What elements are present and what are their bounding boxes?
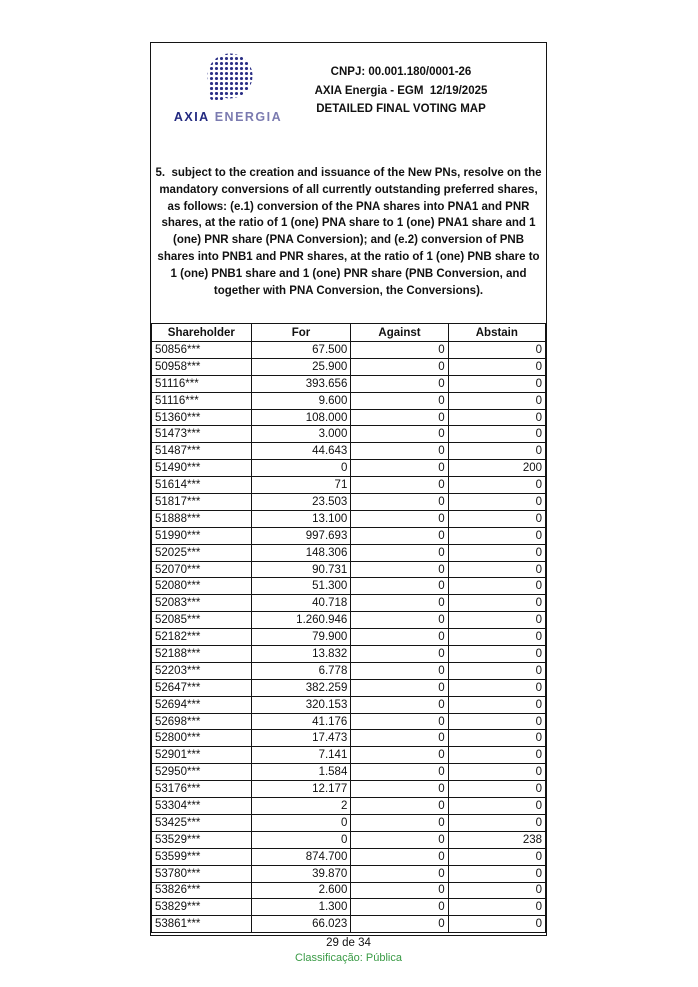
vote-cell: 51.300 bbox=[251, 578, 351, 595]
shareholder-cell: 51473*** bbox=[152, 426, 252, 443]
vote-cell: 0 bbox=[448, 882, 545, 899]
vote-cell: 393.656 bbox=[251, 375, 351, 392]
vote-cell: 0 bbox=[448, 679, 545, 696]
shareholder-cell: 52800*** bbox=[152, 730, 252, 747]
vote-cell: 0 bbox=[351, 662, 448, 679]
vote-cell: 0 bbox=[448, 561, 545, 578]
vote-cell: 1.584 bbox=[251, 764, 351, 781]
vote-cell: 0 bbox=[351, 510, 448, 527]
table-row bbox=[152, 882, 546, 899]
vote-cell: 71 bbox=[251, 477, 351, 494]
table-row bbox=[152, 409, 546, 426]
column-header: Against bbox=[351, 324, 448, 342]
vote-cell: 874.700 bbox=[251, 848, 351, 865]
vote-cell: 0 bbox=[351, 865, 448, 882]
vote-cell: 0 bbox=[351, 612, 448, 629]
vote-cell: 1.300 bbox=[251, 899, 351, 916]
table-row bbox=[152, 392, 546, 409]
vote-cell: 0 bbox=[448, 798, 545, 815]
vote-cell: 0 bbox=[351, 730, 448, 747]
vote-cell: 0 bbox=[351, 595, 448, 612]
voting-table bbox=[151, 323, 546, 933]
shareholder-cell: 51614*** bbox=[152, 477, 252, 494]
table-row bbox=[152, 764, 546, 781]
vote-cell: 0 bbox=[351, 494, 448, 511]
vote-cell: 0 bbox=[251, 460, 351, 477]
table-row bbox=[152, 342, 546, 359]
logo-word-energia: ENERGIA bbox=[214, 110, 283, 124]
vote-cell: 0 bbox=[351, 814, 448, 831]
vote-cell: 25.900 bbox=[251, 358, 351, 375]
shareholder-cell: 51990*** bbox=[152, 527, 252, 544]
table-row bbox=[152, 865, 546, 882]
table-row bbox=[152, 426, 546, 443]
table-row bbox=[152, 646, 546, 663]
classification-label: Classificação: Pública bbox=[295, 952, 402, 964]
vote-cell: 0 bbox=[448, 358, 545, 375]
vote-cell: 0 bbox=[351, 392, 448, 409]
vote-cell: 0 bbox=[351, 747, 448, 764]
shareholder-cell: 52694*** bbox=[152, 696, 252, 713]
vote-cell: 0 bbox=[351, 477, 448, 494]
table-row bbox=[152, 662, 546, 679]
shareholder-cell: 52025*** bbox=[152, 544, 252, 561]
vote-cell: 0 bbox=[448, 899, 545, 916]
vote-cell: 0 bbox=[448, 342, 545, 359]
column-header: For bbox=[251, 324, 351, 342]
vote-cell: 0 bbox=[448, 916, 545, 933]
table-row bbox=[152, 747, 546, 764]
table-row bbox=[152, 798, 546, 815]
vote-cell: 0 bbox=[448, 764, 545, 781]
table-row bbox=[152, 730, 546, 747]
shareholder-cell: 51490*** bbox=[152, 460, 252, 477]
table-row bbox=[152, 629, 546, 646]
vote-cell: 44.643 bbox=[251, 443, 351, 460]
vote-cell: 0 bbox=[448, 662, 545, 679]
table-row bbox=[152, 375, 546, 392]
vote-cell: 79.900 bbox=[251, 629, 351, 646]
page-number: 29 de 34 bbox=[326, 937, 371, 949]
vote-cell: 0 bbox=[448, 477, 545, 494]
table-row bbox=[152, 696, 546, 713]
table-row bbox=[152, 443, 546, 460]
vote-cell: 0 bbox=[351, 527, 448, 544]
vote-cell: 148.306 bbox=[251, 544, 351, 561]
document-border-box bbox=[150, 42, 547, 936]
column-header: Shareholder bbox=[152, 324, 252, 342]
shareholder-cell: 52083*** bbox=[152, 595, 252, 612]
vote-cell: 0 bbox=[448, 848, 545, 865]
vote-cell: 6.778 bbox=[251, 662, 351, 679]
vote-cell: 0 bbox=[448, 595, 545, 612]
table-row bbox=[152, 781, 546, 798]
shareholder-cell: 52070*** bbox=[152, 561, 252, 578]
shareholder-cell: 51116*** bbox=[152, 392, 252, 409]
logo-word-axia: AXIA bbox=[173, 110, 210, 124]
voting-table-body bbox=[152, 342, 546, 933]
table-row bbox=[152, 814, 546, 831]
vote-cell: 0 bbox=[448, 781, 545, 798]
shareholder-cell: 51817*** bbox=[152, 494, 252, 511]
vote-cell: 13.832 bbox=[251, 646, 351, 663]
vote-cell: 0 bbox=[448, 527, 545, 544]
vote-cell: 0 bbox=[351, 899, 448, 916]
vote-cell: 0 bbox=[351, 713, 448, 730]
vote-cell: 40.718 bbox=[251, 595, 351, 612]
vote-cell: 41.176 bbox=[251, 713, 351, 730]
resolution-paragraph: 5. subject to the creation and issuance of the New PNs, resolve on the mandatory conversions of all currently outstanding preferred shares, as follows: (e.1) conversion of the PNA shares into PNA1 and PNR shares, at the ratio of 1 (one) PNA share to 1 (one) PNA1 share and 1 (one) PNR share (PNA Conversion); and (e.2) conversion of PNB shares into PNB1 and PNR shares, at the ratio of 1 (one) PNB share to 1 (one) PNB1 share and 1 (one) PNR share (PNB Conversion, and together with PNA Conversion, the Conversions). bbox=[155, 167, 545, 297]
vote-cell: 238 bbox=[448, 831, 545, 848]
table-row bbox=[152, 916, 546, 933]
table-row bbox=[152, 358, 546, 375]
vote-cell: 0 bbox=[448, 443, 545, 460]
vote-cell: 0 bbox=[448, 646, 545, 663]
vote-cell: 3.000 bbox=[251, 426, 351, 443]
vote-cell: 0 bbox=[448, 612, 545, 629]
vote-cell: 0 bbox=[448, 544, 545, 561]
vote-cell: 997.693 bbox=[251, 527, 351, 544]
vote-cell: 2 bbox=[251, 798, 351, 815]
vote-cell: 0 bbox=[448, 814, 545, 831]
vote-cell: 0 bbox=[351, 409, 448, 426]
vote-cell: 382.259 bbox=[251, 679, 351, 696]
vote-cell: 0 bbox=[448, 730, 545, 747]
vote-cell: 0 bbox=[351, 696, 448, 713]
vote-cell: 39.870 bbox=[251, 865, 351, 882]
vote-cell: 0 bbox=[351, 342, 448, 359]
shareholder-cell: 50856*** bbox=[152, 342, 252, 359]
shareholder-cell: 50958*** bbox=[152, 358, 252, 375]
vote-cell: 0 bbox=[351, 578, 448, 595]
table-row bbox=[152, 848, 546, 865]
vote-cell: 0 bbox=[351, 646, 448, 663]
vote-cell: 0 bbox=[351, 375, 448, 392]
shareholder-cell: 53826*** bbox=[152, 882, 252, 899]
shareholder-cell: 51888*** bbox=[152, 510, 252, 527]
shareholder-cell: 52203*** bbox=[152, 662, 252, 679]
vote-cell: 0 bbox=[448, 629, 545, 646]
shareholder-cell: 52647*** bbox=[152, 679, 252, 696]
document-header bbox=[151, 49, 546, 159]
table-row bbox=[152, 494, 546, 511]
vote-cell: 13.100 bbox=[251, 510, 351, 527]
vote-cell: 66.023 bbox=[251, 916, 351, 933]
vote-cell: 0 bbox=[251, 814, 351, 831]
vote-cell: 1.260.946 bbox=[251, 612, 351, 629]
vote-cell: 0 bbox=[351, 629, 448, 646]
axia-logo-sphere-icon bbox=[199, 51, 257, 109]
vote-cell: 0 bbox=[448, 426, 545, 443]
vote-cell: 0 bbox=[448, 747, 545, 764]
document-title: DETAILED FINAL VOTING MAP bbox=[316, 103, 486, 115]
vote-cell: 0 bbox=[351, 798, 448, 815]
shareholder-cell: 53529*** bbox=[152, 831, 252, 848]
vote-cell: 0 bbox=[351, 848, 448, 865]
shareholder-cell: 53861*** bbox=[152, 916, 252, 933]
vote-cell: 17.473 bbox=[251, 730, 351, 747]
table-row bbox=[152, 544, 546, 561]
table-row bbox=[152, 561, 546, 578]
shareholder-cell: 52182*** bbox=[152, 629, 252, 646]
table-row bbox=[152, 527, 546, 544]
vote-cell: 0 bbox=[448, 713, 545, 730]
vote-cell: 0 bbox=[251, 831, 351, 848]
vote-cell: 90.731 bbox=[251, 561, 351, 578]
table-row bbox=[152, 578, 546, 595]
shareholder-cell: 53304*** bbox=[152, 798, 252, 815]
vote-cell: 9.600 bbox=[251, 392, 351, 409]
shareholder-cell: 51116*** bbox=[152, 375, 252, 392]
table-row bbox=[152, 510, 546, 527]
vote-cell: 0 bbox=[351, 781, 448, 798]
vote-cell: 0 bbox=[351, 544, 448, 561]
table-row bbox=[152, 899, 546, 916]
vote-cell: 7.141 bbox=[251, 747, 351, 764]
column-header: Abstain bbox=[448, 324, 545, 342]
vote-cell: 0 bbox=[351, 460, 448, 477]
vote-cell: 108.000 bbox=[251, 409, 351, 426]
vote-cell: 0 bbox=[351, 426, 448, 443]
shareholder-cell: 53176*** bbox=[152, 781, 252, 798]
vote-cell: 0 bbox=[448, 494, 545, 511]
shareholder-cell: 52085*** bbox=[152, 612, 252, 629]
shareholder-cell: 52950*** bbox=[152, 764, 252, 781]
table-row bbox=[152, 460, 546, 477]
table-row bbox=[152, 477, 546, 494]
vote-cell: 0 bbox=[448, 409, 545, 426]
vote-cell: 0 bbox=[351, 764, 448, 781]
vote-cell: 67.500 bbox=[251, 342, 351, 359]
shareholder-cell: 53599*** bbox=[152, 848, 252, 865]
table-row bbox=[152, 713, 546, 730]
meeting-line: AXIA Energia - EGM 12/19/2025 bbox=[314, 84, 488, 97]
vote-cell: 320.153 bbox=[251, 696, 351, 713]
shareholder-cell: 53780*** bbox=[152, 865, 252, 882]
vote-cell: 0 bbox=[448, 865, 545, 882]
vote-cell: 0 bbox=[351, 358, 448, 375]
shareholder-cell: 52188*** bbox=[152, 646, 252, 663]
shareholder-cell: 52901*** bbox=[152, 747, 252, 764]
vote-cell: 2.600 bbox=[251, 882, 351, 899]
table-row bbox=[152, 612, 546, 629]
vote-cell: 0 bbox=[351, 443, 448, 460]
vote-cell: 0 bbox=[351, 916, 448, 933]
table-row bbox=[152, 595, 546, 612]
vote-cell: 200 bbox=[448, 460, 545, 477]
table-row bbox=[152, 831, 546, 848]
shareholder-cell: 52080*** bbox=[152, 578, 252, 595]
vote-cell: 0 bbox=[448, 375, 545, 392]
vote-cell: 23.503 bbox=[251, 494, 351, 511]
vote-cell: 0 bbox=[448, 510, 545, 527]
vote-cell: 0 bbox=[351, 831, 448, 848]
vote-cell: 0 bbox=[448, 392, 545, 409]
vote-cell: 0 bbox=[351, 679, 448, 696]
vote-cell: 0 bbox=[448, 578, 545, 595]
vote-cell: 0 bbox=[351, 561, 448, 578]
cnpj-line: CNPJ: 00.001.180/0001-26 bbox=[330, 66, 472, 78]
shareholder-cell: 53829*** bbox=[152, 899, 252, 916]
header-title-block bbox=[256, 63, 546, 119]
vote-cell: 0 bbox=[351, 882, 448, 899]
table-header-row bbox=[152, 324, 546, 342]
vote-cell: 0 bbox=[448, 696, 545, 713]
vote-cell: 12.177 bbox=[251, 781, 351, 798]
shareholder-cell: 51360*** bbox=[152, 409, 252, 426]
table-row bbox=[152, 679, 546, 696]
shareholder-cell: 53425*** bbox=[152, 814, 252, 831]
shareholder-cell: 51487*** bbox=[152, 443, 252, 460]
shareholder-cell: 52698*** bbox=[152, 713, 252, 730]
